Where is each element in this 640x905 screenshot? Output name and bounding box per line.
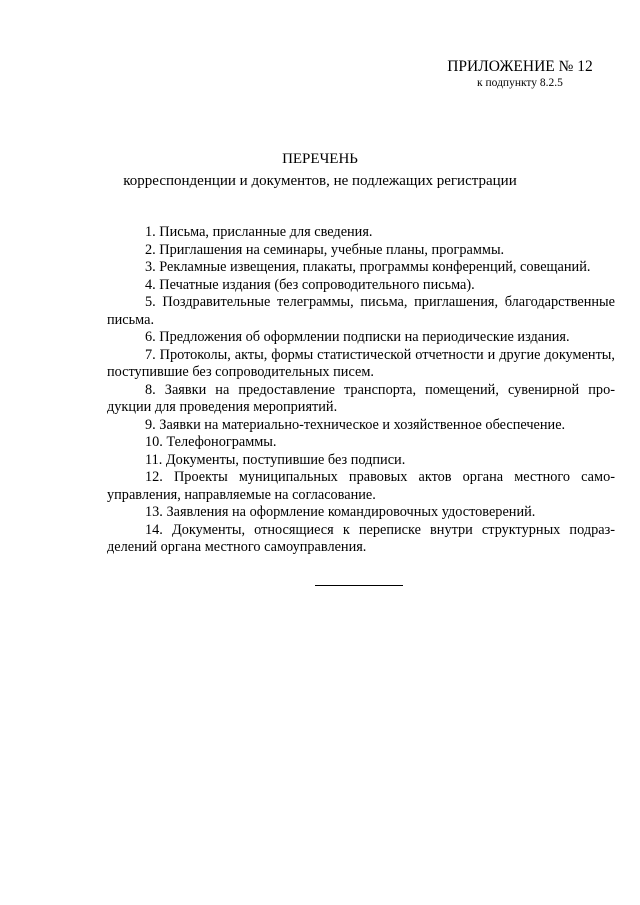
appendix-title: ПРИЛОЖЕНИЕ № 12 bbox=[447, 58, 593, 75]
list-item: 7. Протоколы, акты, формы статистической отчетности и другие документы, поступившие без сопроводительных писем. bbox=[107, 346, 615, 380]
list-item: 13. Заявления на оформление командировочных удостоверений. bbox=[145, 504, 536, 520]
end-rule bbox=[315, 585, 403, 586]
list-item: 5. Поздравительные телеграммы, письма, приглашения, благодарственные письма. bbox=[107, 294, 615, 328]
list-item: 1. Письма, присланные для сведения. bbox=[145, 224, 373, 240]
appendix-label bbox=[440, 58, 600, 90]
list-item: 10. Телефонограммы. bbox=[145, 434, 277, 450]
list-item: 12. Проекты муниципальных правовых актов органа местного самоуправления, направляемые на согласование. bbox=[107, 469, 615, 503]
list-item: 8. Заявки на предоставление транспорта, помещений, сувенирной продукции для проведения мероприятий. bbox=[107, 381, 615, 415]
document-heading bbox=[0, 150, 640, 190]
list-item: 6. Предложения об оформлении подписки на периодические издания. bbox=[145, 329, 570, 345]
document-title: ПЕРЕЧЕНЬ bbox=[282, 151, 358, 167]
list-item: 11. Документы, поступившие без подписи. bbox=[145, 451, 406, 468]
list-item: 9. Заявки на материально-техническое и хозяйственное обеспечение. bbox=[145, 416, 566, 433]
document-subtitle: корреспонденции и документов, не подлежащих регистрации bbox=[123, 173, 517, 189]
items-list bbox=[107, 224, 615, 557]
appendix-subtitle: к подпункту 8.2.5 bbox=[477, 77, 563, 89]
list-item: 14. Документы, относящиеся к переписке внутри структурных подразделений органа местного самоуправления. bbox=[107, 521, 615, 555]
list-item: 3. Рекламные извещения, плакаты, программы конференций, совещаний. bbox=[145, 259, 591, 275]
list-item: 2. Приглашения на семинары, учебные планы, программы. bbox=[145, 241, 505, 258]
list-item: 4. Печатные издания (без сопроводительного письма). bbox=[145, 276, 475, 293]
